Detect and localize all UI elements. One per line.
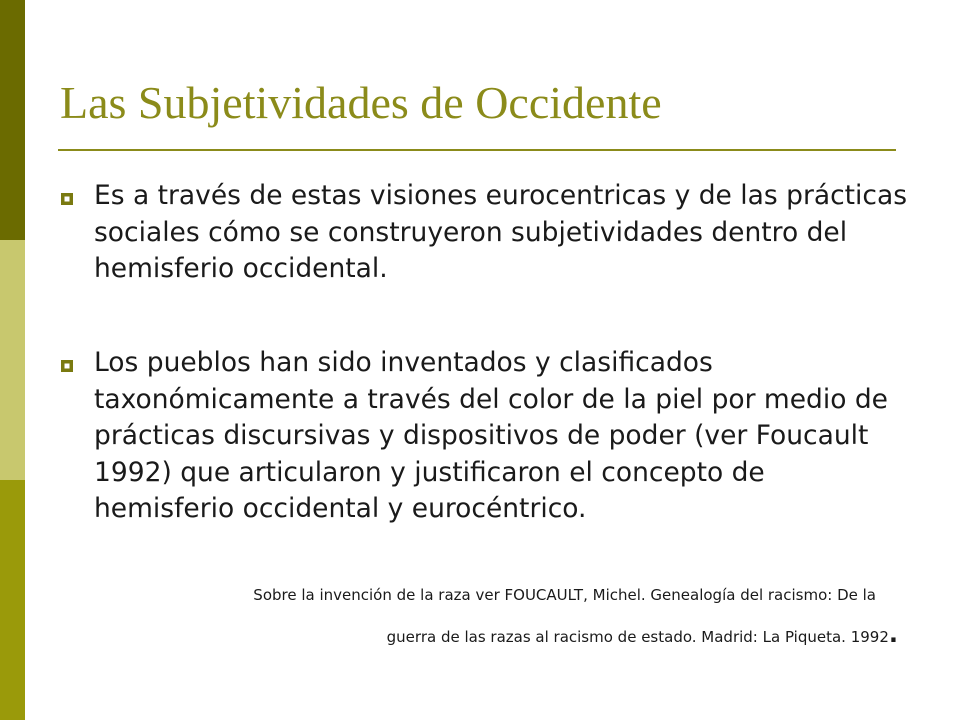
side-bar-middle-segment [0, 240, 25, 480]
bullet-text-1: Es a través de estas visiones eurocentricas y de las prácticas sociales cómo se construyeron subjetividades dentro del hemisferio occidental. [94, 180, 908, 284]
footnote-line-1: Sobre la invención de la raza ver FOUCAULT, Michel. Genealogía del racismo: De la [253, 586, 876, 604]
hollow-square-bullet-icon [60, 192, 74, 206]
title-divider [58, 149, 896, 151]
footnote-line-2-text: guerra de las razas al racismo de estado. Madrid: La Piqueta. 1992 [386, 628, 889, 646]
side-bar-top-segment [0, 0, 25, 240]
hollow-square-bullet-icon [60, 359, 74, 373]
side-bar-bottom-segment [0, 480, 25, 720]
slide-title: Las Subjetividades de Occidente [60, 77, 662, 128]
footnote-end-mark: . [888, 620, 898, 648]
bullet-text-2: Los pueblos han sido inventados y clasificados taxonómicamente a través del color de la piel por medio de prácticas discursivas y dispositivos de poder (ver Foucault 1992) que articularon y justificaron el concepto de hemisferio occidental y eurocéntrico. [94, 347, 888, 524]
bullet-item-1 [60, 178, 910, 288]
footnote-citation [80, 576, 898, 657]
bullet-item-2 [60, 345, 910, 528]
footnote-line-2 [80, 615, 898, 657]
